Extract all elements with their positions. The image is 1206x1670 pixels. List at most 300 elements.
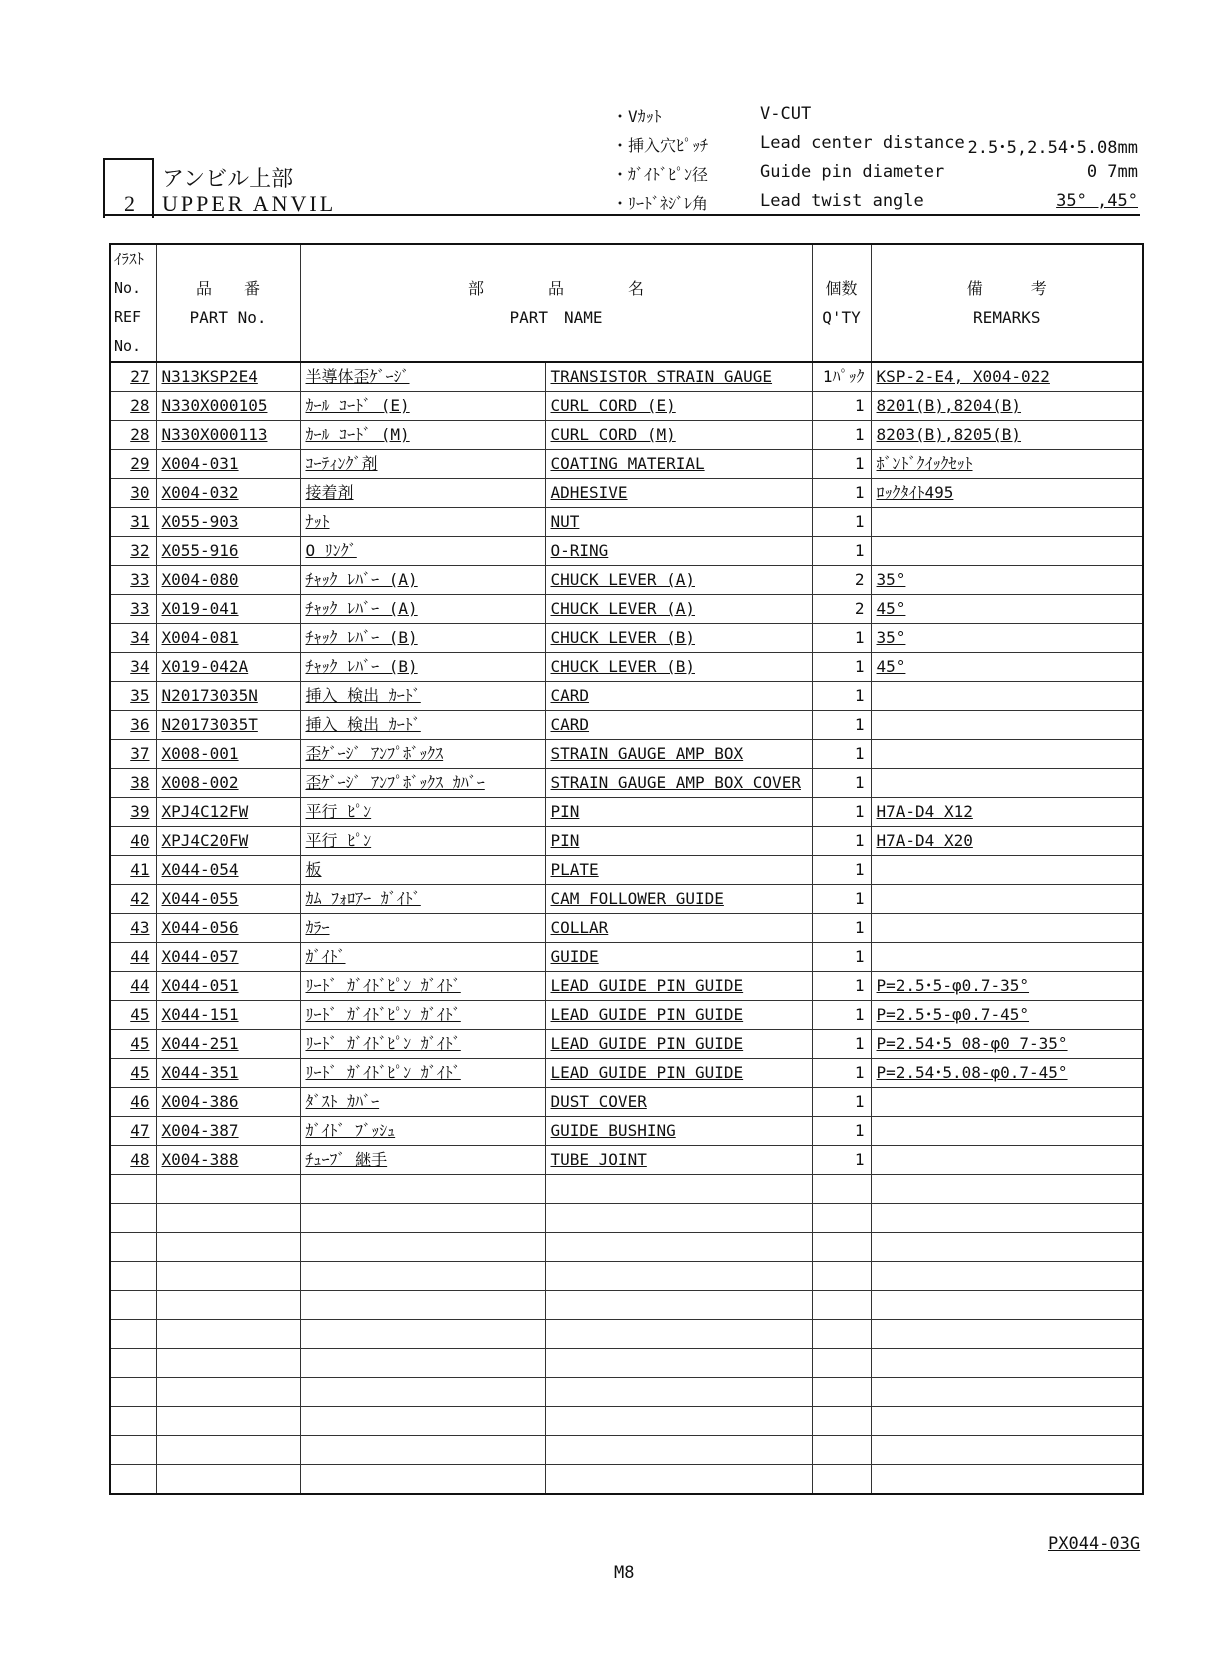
empty-cell — [545, 1291, 812, 1320]
row-part-no-text: N20173035N — [161, 686, 258, 705]
row-name-en-text: PLATE — [550, 860, 599, 879]
row-name-jp — [300, 682, 545, 711]
row-ref — [110, 1146, 156, 1175]
row-ref-text: 33 — [130, 599, 150, 618]
header-part-name-jp: 部 品 名 — [468, 279, 645, 298]
empty-cell — [812, 1436, 871, 1465]
row-remarks-text: 35° — [876, 628, 906, 647]
row-name-jp-text: 挿入 検出 ｶｰﾄﾞ — [305, 686, 421, 705]
row-remarks — [871, 769, 1143, 798]
table-row — [110, 479, 1143, 508]
empty-cell — [156, 1407, 300, 1436]
row-name-jp — [300, 972, 545, 1001]
row-ref-text: 44 — [130, 947, 150, 966]
empty-cell — [812, 1291, 871, 1320]
row-remarks-text: P=2.5･5-φ0.7-45° — [876, 1005, 1030, 1024]
row-qty — [812, 885, 871, 914]
row-qty-text: 1ﾊﾟｯｸ — [822, 367, 865, 386]
row-part-no — [156, 943, 300, 972]
row-name-jp — [300, 537, 545, 566]
row-part-no — [156, 624, 300, 653]
row-ref — [110, 508, 156, 537]
row-qty-text: 1 — [854, 918, 865, 937]
row-remarks — [871, 972, 1143, 1001]
empty-cell — [871, 1378, 1143, 1407]
row-remarks — [871, 885, 1143, 914]
row-remarks-text: H7A-D4 X12 — [876, 802, 973, 821]
row-part-no-text: X004-031 — [161, 454, 239, 473]
row-name-en — [545, 1059, 812, 1088]
header-remarks-jp: 備 考 — [966, 279, 1047, 298]
row-part-no — [156, 856, 300, 885]
row-part-no-text: N313KSP2E4 — [161, 367, 258, 386]
empty-table-row — [110, 1465, 1143, 1495]
table-row — [110, 421, 1143, 450]
empty-cell — [871, 1262, 1143, 1291]
row-ref — [110, 595, 156, 624]
row-name-en-text: LEAD GUIDE PIN GUIDE — [550, 1005, 744, 1024]
row-ref-text: 45 — [130, 1034, 150, 1053]
row-part-no — [156, 711, 300, 740]
row-name-en-text: TUBE JOINT — [550, 1150, 647, 1169]
row-ref — [110, 972, 156, 1001]
empty-cell — [545, 1436, 812, 1465]
row-ref-text: 48 — [130, 1150, 150, 1169]
empty-cell — [545, 1465, 812, 1495]
row-qty-text: 1 — [854, 1005, 865, 1024]
empty-cell — [156, 1204, 300, 1233]
row-qty — [812, 1001, 871, 1030]
row-name-jp — [300, 392, 545, 421]
empty-cell — [812, 1407, 871, 1436]
row-name-jp-text: 接着剤 — [305, 483, 354, 502]
row-name-en — [545, 914, 812, 943]
row-name-jp — [300, 624, 545, 653]
row-name-jp-text: ｺｰﾃｨﾝｸﾞ剤 — [305, 454, 378, 473]
row-part-no-text: X044-251 — [161, 1034, 239, 1053]
spec-value: 35° ,45° — [1056, 191, 1138, 211]
row-part-no-text: X044-054 — [161, 860, 239, 879]
row-ref-text: 39 — [130, 802, 150, 821]
row-name-jp-text: ｶﾞｲﾄﾞ ﾌﾞｯｼｭ — [305, 1121, 396, 1140]
row-name-jp — [300, 1030, 545, 1059]
spec-jp: ・Vｶｯﾄ — [612, 107, 662, 126]
row-qty — [812, 595, 871, 624]
row-qty — [812, 1059, 871, 1088]
row-remarks — [871, 682, 1143, 711]
row-name-jp-text: ﾁｬｯｸ ﾚﾊﾞｰ (A) — [305, 599, 418, 618]
header-ref-line: REF — [114, 308, 142, 326]
row-name-en-text: LEAD GUIDE PIN GUIDE — [550, 1063, 744, 1082]
row-name-en — [545, 943, 812, 972]
row-name-jp — [300, 653, 545, 682]
row-name-jp-text: 平行 ﾋﾟﾝ — [305, 802, 372, 821]
row-name-en — [545, 856, 812, 885]
row-qty — [812, 1088, 871, 1117]
row-name-jp-text: ﾁｬｯｸ ﾚﾊﾞｰ (B) — [305, 657, 418, 676]
row-part-no-text: X004-387 — [161, 1121, 239, 1140]
row-name-en-text: CAM FOLLOWER GUIDE — [550, 889, 724, 908]
row-ref-text: 30 — [130, 483, 150, 502]
row-qty — [812, 711, 871, 740]
empty-cell — [871, 1320, 1143, 1349]
row-name-en — [545, 1088, 812, 1117]
empty-cell — [300, 1204, 545, 1233]
row-name-en-text: CHUCK LEVER (A) — [550, 599, 695, 618]
table-row — [110, 450, 1143, 479]
row-ref-text: 41 — [130, 860, 150, 879]
row-name-jp — [300, 1001, 545, 1030]
row-qty — [812, 479, 871, 508]
row-part-no — [156, 450, 300, 479]
row-name-en-text: CARD — [550, 715, 590, 734]
empty-cell — [871, 1407, 1143, 1436]
row-name-jp-text: 歪ｹﾞｰｼﾞ ｱﾝﾌﾟﾎﾞｯｸｽ — [305, 744, 444, 763]
table-header-row — [110, 244, 1143, 362]
row-qty — [812, 740, 871, 769]
row-remarks-text: P=2.5･5-φ0.7-35° — [876, 976, 1030, 995]
row-ref-text: 37 — [130, 744, 150, 763]
row-qty — [812, 624, 871, 653]
header-part-no — [156, 244, 300, 362]
row-name-en — [545, 798, 812, 827]
row-name-jp-text: ｶﾗｰ — [305, 918, 330, 937]
row-name-en — [545, 362, 812, 392]
empty-cell — [300, 1262, 545, 1291]
parts-table-body — [110, 362, 1143, 1494]
row-name-jp-text: ｶﾞｲﾄﾞ — [305, 947, 346, 966]
table-row — [110, 740, 1143, 769]
empty-cell — [300, 1175, 545, 1204]
empty-cell — [545, 1407, 812, 1436]
row-name-jp — [300, 1059, 545, 1088]
row-qty-text: 1 — [854, 773, 865, 792]
row-name-en-text: COLLAR — [550, 918, 609, 937]
row-remarks — [871, 566, 1143, 595]
row-remarks-text: 8201(B),8204(B) — [876, 396, 1022, 415]
row-name-en — [545, 1117, 812, 1146]
row-part-no-text: X004-081 — [161, 628, 239, 647]
row-ref — [110, 362, 156, 392]
row-ref — [110, 566, 156, 595]
row-qty — [812, 362, 871, 392]
row-name-en — [545, 1001, 812, 1030]
empty-cell — [110, 1204, 156, 1233]
row-name-en-text: STRAIN GAUGE AMP BOX — [550, 744, 744, 763]
row-name-jp-text: ﾘｰﾄﾞ ｶﾞｲﾄﾞﾋﾟﾝ ｶﾞｲﾄﾞ — [305, 1063, 461, 1082]
row-ref — [110, 856, 156, 885]
empty-cell — [300, 1349, 545, 1378]
row-name-jp-text: ﾘｰﾄﾞ ｶﾞｲﾄﾞﾋﾟﾝ ｶﾞｲﾄﾞ — [305, 976, 461, 995]
row-ref-text: 28 — [130, 425, 150, 444]
table-row — [110, 711, 1143, 740]
row-name-jp — [300, 856, 545, 885]
row-name-jp — [300, 914, 545, 943]
header-ref-line: ｲﾗｽﾄ — [114, 250, 145, 268]
empty-table-row — [110, 1291, 1143, 1320]
row-part-no — [156, 362, 300, 392]
empty-table-row — [110, 1175, 1143, 1204]
row-part-no-text: N20173035T — [161, 715, 258, 734]
row-remarks — [871, 624, 1143, 653]
row-qty-text: 1 — [854, 744, 865, 763]
row-ref — [110, 1030, 156, 1059]
empty-cell — [156, 1378, 300, 1407]
empty-cell — [300, 1320, 545, 1349]
row-name-jp — [300, 1088, 545, 1117]
empty-cell — [110, 1175, 156, 1204]
row-name-en — [545, 595, 812, 624]
table-row — [110, 1030, 1143, 1059]
row-remarks-text: ﾛｯｸﾀｲﾄ495 — [876, 483, 954, 502]
table-row — [110, 827, 1143, 856]
row-qty-text: 1 — [854, 860, 865, 879]
row-name-en-text: O-RING — [550, 541, 609, 560]
row-name-en — [545, 392, 812, 421]
row-name-en-text: TRANSISTOR STRAIN GAUGE — [550, 367, 773, 386]
row-remarks — [871, 827, 1143, 856]
empty-cell — [871, 1204, 1143, 1233]
table-row — [110, 914, 1143, 943]
header-part-name — [300, 244, 812, 362]
row-part-no-text: XPJ4C12FW — [161, 802, 249, 821]
table-row — [110, 595, 1143, 624]
row-remarks — [871, 537, 1143, 566]
row-part-no — [156, 682, 300, 711]
row-part-no-text: X044-351 — [161, 1063, 239, 1082]
row-ref-text: 31 — [130, 512, 150, 531]
row-name-jp — [300, 711, 545, 740]
row-remarks-text: KSP-2-E4, X004-022 — [876, 367, 1050, 386]
row-part-no — [156, 769, 300, 798]
row-name-jp — [300, 362, 545, 392]
row-ref-text: 28 — [130, 396, 150, 415]
row-name-jp-text: 歪ｹﾞｰｼﾞ ｱﾝﾌﾟﾎﾞｯｸｽ ｶﾊﾞｰ — [305, 773, 485, 792]
row-remarks-text: ﾎﾞﾝﾄﾞｸｲｯｸｾｯﾄ — [876, 454, 973, 473]
row-part-no — [156, 479, 300, 508]
table-row — [110, 1001, 1143, 1030]
spec-en: Guide pin diameter — [760, 162, 945, 182]
empty-cell — [545, 1262, 812, 1291]
row-part-no-text: X004-388 — [161, 1150, 239, 1169]
empty-cell — [871, 1465, 1143, 1495]
row-qty — [812, 914, 871, 943]
row-name-jp — [300, 798, 545, 827]
row-remarks-text: 45° — [876, 599, 906, 618]
row-part-no-text: X044-055 — [161, 889, 239, 908]
header-ref — [110, 244, 156, 362]
row-name-jp-text: ﾁｬｯｸ ﾚﾊﾞｰ (A) — [305, 570, 418, 589]
table-row — [110, 972, 1143, 1001]
empty-cell — [812, 1233, 871, 1262]
row-remarks — [871, 856, 1143, 885]
row-name-jp-text: ｶﾑ ﾌｫﾛｱｰ ｶﾞｲﾄﾞ — [305, 889, 421, 908]
row-name-en — [545, 508, 812, 537]
row-name-en-text: CHUCK LEVER (A) — [550, 570, 695, 589]
empty-table-row — [110, 1378, 1143, 1407]
empty-cell — [110, 1291, 156, 1320]
header-qty — [812, 244, 871, 362]
empty-cell — [545, 1204, 812, 1233]
row-name-en-text: DUST COVER — [550, 1092, 647, 1111]
empty-cell — [156, 1291, 300, 1320]
section-title-en: UPPER ANVIL — [162, 191, 337, 216]
row-remarks — [871, 711, 1143, 740]
row-name-jp-text: ｶｰﾙ ｺｰﾄﾞ (E) — [305, 396, 410, 415]
row-ref — [110, 798, 156, 827]
empty-cell — [156, 1465, 300, 1495]
row-qty — [812, 1030, 871, 1059]
row-qty — [812, 1117, 871, 1146]
row-part-no — [156, 1146, 300, 1175]
empty-cell — [300, 1378, 545, 1407]
row-ref — [110, 740, 156, 769]
spec-value: 2.5･5,2.54･5.08mm — [967, 138, 1138, 158]
row-qty-text: 1 — [854, 628, 865, 647]
header-remarks — [871, 244, 1143, 362]
row-remarks — [871, 362, 1143, 392]
table-row — [110, 1117, 1143, 1146]
row-ref-text: 27 — [130, 367, 150, 386]
row-name-en-text: NUT — [550, 512, 580, 531]
empty-cell — [156, 1175, 300, 1204]
row-name-en — [545, 769, 812, 798]
empty-cell — [110, 1407, 156, 1436]
row-qty — [812, 392, 871, 421]
row-name-jp-text: ｶｰﾙ ｺｰﾄﾞ (M) — [305, 425, 410, 444]
row-part-no-text: X055-916 — [161, 541, 239, 560]
row-name-en-text: STRAIN GAUGE AMP BOX COVER — [550, 773, 801, 792]
header-qty-en: Q'TY — [822, 308, 861, 327]
row-qty-text: 1 — [854, 976, 865, 995]
row-name-jp — [300, 421, 545, 450]
row-ref — [110, 943, 156, 972]
empty-cell — [300, 1436, 545, 1465]
section-title-jp: アンビル上部 — [162, 167, 294, 192]
row-remarks — [871, 914, 1143, 943]
header-part-name-en: PART NAME — [509, 308, 603, 327]
row-name-jp — [300, 943, 545, 972]
row-name-en-text: LEAD GUIDE PIN GUIDE — [550, 1034, 744, 1053]
row-name-en — [545, 624, 812, 653]
row-name-en — [545, 885, 812, 914]
row-name-jp — [300, 769, 545, 798]
row-name-en — [545, 479, 812, 508]
row-ref — [110, 421, 156, 450]
row-qty-text: 1 — [854, 657, 865, 676]
row-name-en — [545, 972, 812, 1001]
row-part-no — [156, 537, 300, 566]
row-part-no — [156, 798, 300, 827]
row-qty-text: 1 — [854, 425, 865, 444]
empty-table-row — [110, 1436, 1143, 1465]
header-ref-line: No. — [114, 279, 142, 297]
table-row — [110, 362, 1143, 392]
empty-table-row — [110, 1349, 1143, 1378]
row-remarks-text: H7A-D4 X20 — [876, 831, 973, 850]
row-name-jp-text: ﾀﾞｽﾄ ｶﾊﾞｰ — [305, 1092, 380, 1111]
row-name-jp — [300, 508, 545, 537]
row-part-no — [156, 653, 300, 682]
empty-table-row — [110, 1204, 1143, 1233]
row-ref — [110, 827, 156, 856]
row-name-jp-text: ﾘｰﾄﾞ ｶﾞｲﾄﾞﾋﾟﾝ ｶﾞｲﾄﾞ — [305, 1005, 461, 1024]
empty-cell — [156, 1262, 300, 1291]
empty-cell — [110, 1378, 156, 1407]
row-qty-text: 1 — [854, 802, 865, 821]
row-name-en-text: CURL CORD (E) — [550, 396, 676, 415]
empty-table-row — [110, 1262, 1143, 1291]
row-qty-text: 1 — [854, 1092, 865, 1111]
row-ref-text: 43 — [130, 918, 150, 937]
row-ref-text: 45 — [130, 1005, 150, 1024]
table-row — [110, 1088, 1143, 1117]
row-name-jp-text: 挿入 検出 ｶｰﾄﾞ — [305, 715, 421, 734]
row-part-no-text: X004-080 — [161, 570, 239, 589]
empty-cell — [545, 1320, 812, 1349]
empty-cell — [110, 1320, 156, 1349]
row-part-no — [156, 421, 300, 450]
empty-cell — [812, 1262, 871, 1291]
row-name-jp-text: ﾁｬｯｸ ﾚﾊﾞｰ (B) — [305, 628, 418, 647]
row-part-no — [156, 1088, 300, 1117]
table-row — [110, 566, 1143, 595]
row-qty — [812, 450, 871, 479]
empty-cell — [812, 1175, 871, 1204]
table-row — [110, 943, 1143, 972]
row-remarks — [871, 479, 1143, 508]
empty-cell — [812, 1320, 871, 1349]
row-name-en-text: PIN — [550, 802, 580, 821]
section-number: 2 — [124, 191, 135, 216]
table-row — [110, 769, 1143, 798]
spec-value: 0 7mm — [1086, 162, 1138, 182]
row-qty-text: 1 — [854, 396, 865, 415]
row-ref-text: 33 — [130, 570, 150, 589]
row-part-no — [156, 1030, 300, 1059]
empty-cell — [545, 1233, 812, 1262]
row-name-jp-text: ﾁｭｰﾌﾞ 継手 — [305, 1150, 388, 1169]
empty-cell — [300, 1465, 545, 1495]
row-ref — [110, 624, 156, 653]
row-qty-text: 1 — [854, 1063, 865, 1082]
row-qty — [812, 537, 871, 566]
row-qty-text: 1 — [854, 1150, 865, 1169]
table-row — [110, 798, 1143, 827]
table-row — [110, 682, 1143, 711]
row-name-jp-text: ﾘｰﾄﾞ ｶﾞｲﾄﾞﾋﾟﾝ ｶﾞｲﾄﾞ — [305, 1034, 461, 1053]
row-part-no-text: X044-051 — [161, 976, 239, 995]
row-name-en — [545, 421, 812, 450]
empty-cell — [812, 1378, 871, 1407]
row-name-jp — [300, 885, 545, 914]
spec-jp: ・挿入穴ﾋﾟｯﾁ — [612, 136, 709, 155]
row-qty-text: 1 — [854, 715, 865, 734]
row-qty — [812, 827, 871, 856]
row-ref-text: 46 — [130, 1092, 150, 1111]
row-name-en — [545, 740, 812, 769]
empty-cell — [545, 1378, 812, 1407]
table-row — [110, 856, 1143, 885]
row-qty-text: 1 — [854, 483, 865, 502]
row-ref — [110, 682, 156, 711]
row-ref-text: 35 — [130, 686, 150, 705]
row-remarks — [871, 1001, 1143, 1030]
row-ref — [110, 450, 156, 479]
header-part-no-en: PART No. — [189, 308, 267, 327]
row-remarks — [871, 1059, 1143, 1088]
empty-cell — [156, 1436, 300, 1465]
